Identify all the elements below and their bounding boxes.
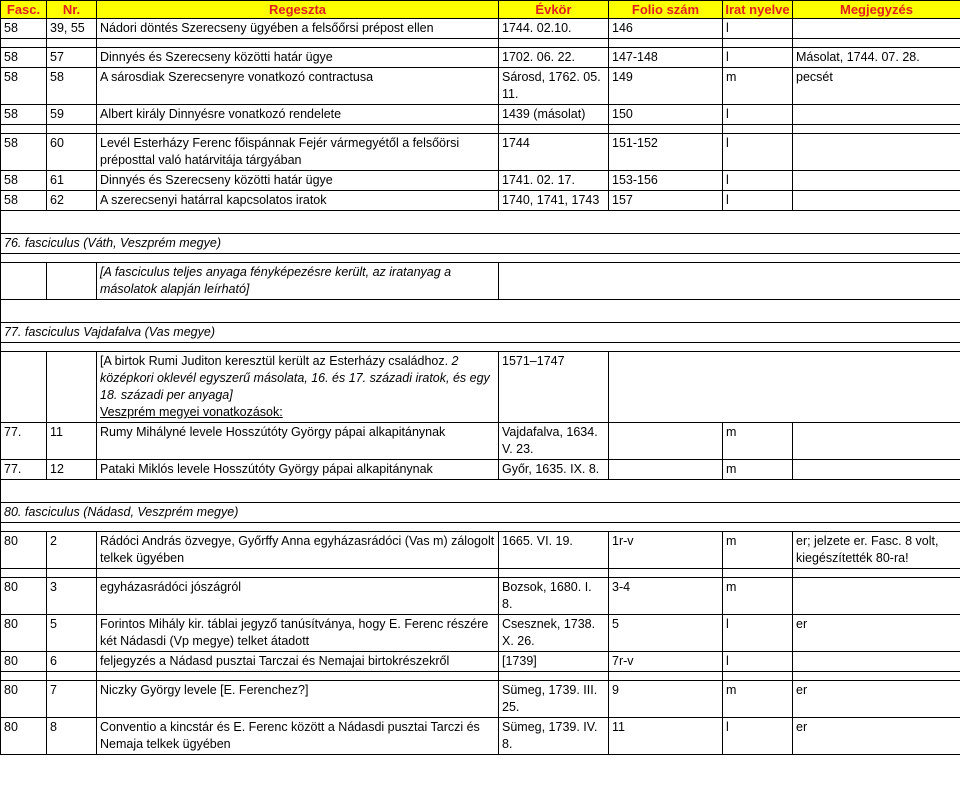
col-header-regeszta: Regeszta xyxy=(97,1,499,19)
cell-regeszta: A sárosdiak Szerecsenyre vonatkozó contractusa xyxy=(97,68,499,105)
cell-megjegyzes: er; jelzete er. Fasc. 8 volt, kiegészítették 80-ra! xyxy=(793,532,960,569)
cell-evkor: Vajdafalva, 1634. V. 23. xyxy=(499,423,609,460)
spacer-row xyxy=(1,300,960,323)
cell-fasc: 58 xyxy=(1,171,47,191)
spacer-row xyxy=(1,254,960,263)
cell-megjegyzes: er xyxy=(793,681,960,718)
cell-fasc: 58 xyxy=(1,19,47,39)
table-row xyxy=(1,68,960,105)
table-row xyxy=(1,48,960,68)
cell-evkor: 1439 (másolat) xyxy=(499,105,609,125)
cell-megjegyzes: er xyxy=(793,718,960,755)
cell-folio: 151-152 xyxy=(609,134,723,171)
cell-nyelv: l xyxy=(723,615,793,652)
cell-fasc: 58 xyxy=(1,134,47,171)
fasc-note-77-part-a: [A birtok Rumi Juditon keresztül került az Esterházy családhoz. xyxy=(100,354,449,368)
col-header-nyelv: Irat nyelve xyxy=(723,1,793,19)
cell-nr: 12 xyxy=(47,460,97,480)
cell-nyelv: m xyxy=(723,68,793,105)
cell-evkor: 1665. VI. 19. xyxy=(499,532,609,569)
section-title-row xyxy=(1,503,960,523)
section-title-row xyxy=(1,323,960,343)
section-title-80: 80. fasciculus (Nádasd, Veszprém megye) xyxy=(1,503,960,523)
spacer-row xyxy=(1,523,960,532)
cell-megjegyzes: er xyxy=(793,615,960,652)
spacer-row xyxy=(1,672,960,681)
cell-fasc: 58 xyxy=(1,191,47,211)
cell-nyelv: l xyxy=(723,134,793,171)
cell-nyelv: l xyxy=(723,191,793,211)
cell-folio: 9 xyxy=(609,681,723,718)
cell-evkor: Győr, 1635. IX. 8. xyxy=(499,460,609,480)
cell-folio: 150 xyxy=(609,105,723,125)
table-row xyxy=(1,171,960,191)
fasc-note-76: [A fasciculus teljes anyaga fényképezésre került, az iratanyag a másolatok alapján leírható] xyxy=(97,263,499,300)
col-header-evkor: Évkör xyxy=(499,1,609,19)
cell-nr: 57 xyxy=(47,48,97,68)
cell-fasc: 80 xyxy=(1,652,47,672)
cell-regeszta: Dinnyés és Szerecseny közötti határ ügye xyxy=(97,48,499,68)
cell-regeszta: Pataki Miklós levele Hosszútóty György pápai alkapitánynak xyxy=(97,460,499,480)
cell-folio: 3-4 xyxy=(609,578,723,615)
cell-nr: 7 xyxy=(47,681,97,718)
cell-folio: 7r-v xyxy=(609,652,723,672)
spacer-row xyxy=(1,211,960,234)
cell-fasc: 80 xyxy=(1,718,47,755)
cell-megjegyzes: pecsét xyxy=(793,68,960,105)
spacer-row xyxy=(1,480,960,503)
cell-folio: 147-148 xyxy=(609,48,723,68)
cell-megjegyzes xyxy=(793,19,960,39)
cell-regeszta: Rádóci András özvegye, Győrffy Anna egyházasrádóci (Vas m) zálogolt telkek ügyében xyxy=(97,532,499,569)
cell-megjegyzes xyxy=(793,423,960,460)
spacer-row xyxy=(1,39,960,48)
cell-megjegyzes xyxy=(793,191,960,211)
table-row xyxy=(1,652,960,672)
cell-folio xyxy=(609,460,723,480)
cell-folio: 149 xyxy=(609,68,723,105)
table-row xyxy=(1,19,960,39)
cell-regeszta: Levél Esterházy Ferenc főispánnak Fejér vármegyétől a felsőörsi préposttal való határvitája tárgyában xyxy=(97,134,499,171)
cell-megjegyzes xyxy=(793,652,960,672)
cell-evkor: Sümeg, 1739. IV. 8. xyxy=(499,718,609,755)
cell-fasc: 80 xyxy=(1,532,47,569)
cell-evkor: Csesznek, 1738. X. 26. xyxy=(499,615,609,652)
cell-folio: 146 xyxy=(609,19,723,39)
cell-evkor: 1741. 02. 17. xyxy=(499,171,609,191)
cell-nr: 11 xyxy=(47,423,97,460)
cell-fasc: 80 xyxy=(1,615,47,652)
cell-evkor: 1744 xyxy=(499,134,609,171)
cell-megjegyzes xyxy=(793,578,960,615)
table-row xyxy=(1,578,960,615)
cell-evkor: 1740, 1741, 1743 xyxy=(499,191,609,211)
cell-regeszta: Dinnyés és Szerecseny közötti határ ügye xyxy=(97,171,499,191)
cell-nr: 62 xyxy=(47,191,97,211)
cell-evkor: 1571–1747 xyxy=(499,352,609,423)
table-row xyxy=(1,718,960,755)
cell-nr: 61 xyxy=(47,171,97,191)
cell-evkor: Sümeg, 1739. III. 25. xyxy=(499,681,609,718)
col-header-nr: Nr. xyxy=(47,1,97,19)
cell-regeszta: Albert király Dinnyésre vonatkozó rendelete xyxy=(97,105,499,125)
section-title-76: 76. fasciculus (Váth, Veszprém megye) xyxy=(1,234,960,254)
table-row xyxy=(1,460,960,480)
cell-fasc: 58 xyxy=(1,48,47,68)
fasc-note-77 xyxy=(97,352,499,423)
cell-evkor: 1744. 02.10. xyxy=(499,19,609,39)
cell-nyelv: m xyxy=(723,532,793,569)
table-row xyxy=(1,263,960,300)
table-row xyxy=(1,352,960,423)
spacer-row xyxy=(1,569,960,578)
spacer-row xyxy=(1,343,960,352)
cell-regeszta: Rumy Mihályné levele Hosszútóty György pápai alkapitánynak xyxy=(97,423,499,460)
cell-nr: 60 xyxy=(47,134,97,171)
cell-nyelv: l xyxy=(723,105,793,125)
cell-folio: 11 xyxy=(609,718,723,755)
table-row xyxy=(1,134,960,171)
cell-nr: 5 xyxy=(47,615,97,652)
cell-evkor: Bozsok, 1680. I. 8. xyxy=(499,578,609,615)
fasc-note-77-sub: Veszprém megyei vonatkozások: xyxy=(100,405,283,419)
cell-nyelv: l xyxy=(723,48,793,68)
cell-regeszta: feljegyzés a Nádasd pusztai Tarczai és Nemajai birtokrészekről xyxy=(97,652,499,672)
cell-megjegyzes: Másolat, 1744. 07. 28. xyxy=(793,48,960,68)
cell-nr: 39, 55 xyxy=(47,19,97,39)
spacer-row xyxy=(1,125,960,134)
cell-folio: 153-156 xyxy=(609,171,723,191)
table-row xyxy=(1,681,960,718)
col-header-folio: Folio szám xyxy=(609,1,723,19)
cell-megjegyzes xyxy=(793,134,960,171)
cell-fasc: 58 xyxy=(1,68,47,105)
col-header-megjegyzes: Megjegyzés xyxy=(793,1,960,19)
cell-nyelv: m xyxy=(723,460,793,480)
cell-folio: 157 xyxy=(609,191,723,211)
cell-nyelv: m xyxy=(723,578,793,615)
cell-nyelv: l xyxy=(723,652,793,672)
cell-megjegyzes xyxy=(793,171,960,191)
cell-nyelv: l xyxy=(723,718,793,755)
cell-fasc: 77. xyxy=(1,460,47,480)
cell-nr: 2 xyxy=(47,532,97,569)
section-title-row xyxy=(1,234,960,254)
fasc-note-77-part-b: 2 középkori oklevél egyszerű másolata, 16. és 17. századi iratok, és egy 18. századi per anyaga] xyxy=(100,354,490,402)
cell-nyelv: l xyxy=(723,19,793,39)
cell-regeszta: A szerecsenyi határral kapcsolatos iratok xyxy=(97,191,499,211)
cell-megjegyzes xyxy=(793,105,960,125)
table-row xyxy=(1,191,960,211)
cell-folio: 1r-v xyxy=(609,532,723,569)
cell-nyelv: l xyxy=(723,171,793,191)
cell-fasc: 80 xyxy=(1,578,47,615)
table-row xyxy=(1,615,960,652)
cell-folio: 5 xyxy=(609,615,723,652)
cell-regeszta: Nádori döntés Szerecseny ügyében a felsőőrsi prépost ellen xyxy=(97,19,499,39)
cell-nr: 58 xyxy=(47,68,97,105)
col-header-fasc: Fasc. xyxy=(1,1,47,19)
table-row xyxy=(1,105,960,125)
table-row xyxy=(1,532,960,569)
cell-evkor: 1702. 06. 22. xyxy=(499,48,609,68)
cell-fasc: 58 xyxy=(1,105,47,125)
cell-regeszta: Forintos Mihály kir. táblai jegyző tanúsítványa, hogy E. Ferenc részére két Nádasdi (Vp megye) telket átadott xyxy=(97,615,499,652)
cell-nr: 6 xyxy=(47,652,97,672)
cell-nyelv: m xyxy=(723,423,793,460)
cell-regeszta: egyházasrádóci jószágról xyxy=(97,578,499,615)
table-row xyxy=(1,423,960,460)
cell-nyelv: m xyxy=(723,681,793,718)
header-row xyxy=(1,1,960,19)
cell-regeszta: Niczky György levele [E. Ferenchez?] xyxy=(97,681,499,718)
cell-folio xyxy=(609,423,723,460)
cell-nr: 8 xyxy=(47,718,97,755)
cell-fasc: 80 xyxy=(1,681,47,718)
cell-nr: 3 xyxy=(47,578,97,615)
cell-nr: 59 xyxy=(47,105,97,125)
cell-megjegyzes xyxy=(793,460,960,480)
cell-evkor: [1739] xyxy=(499,652,609,672)
cell-fasc: 77. xyxy=(1,423,47,460)
section-title-77: 77. fasciculus Vajdafalva (Vas megye) xyxy=(1,323,960,343)
cell-regeszta: Conventio a kincstár és E. Ferenc között a Nádasdi pusztai Tarczi és Nemaja telkek ügyében xyxy=(97,718,499,755)
cell-evkor: Sárosd, 1762. 05. 11. xyxy=(499,68,609,105)
